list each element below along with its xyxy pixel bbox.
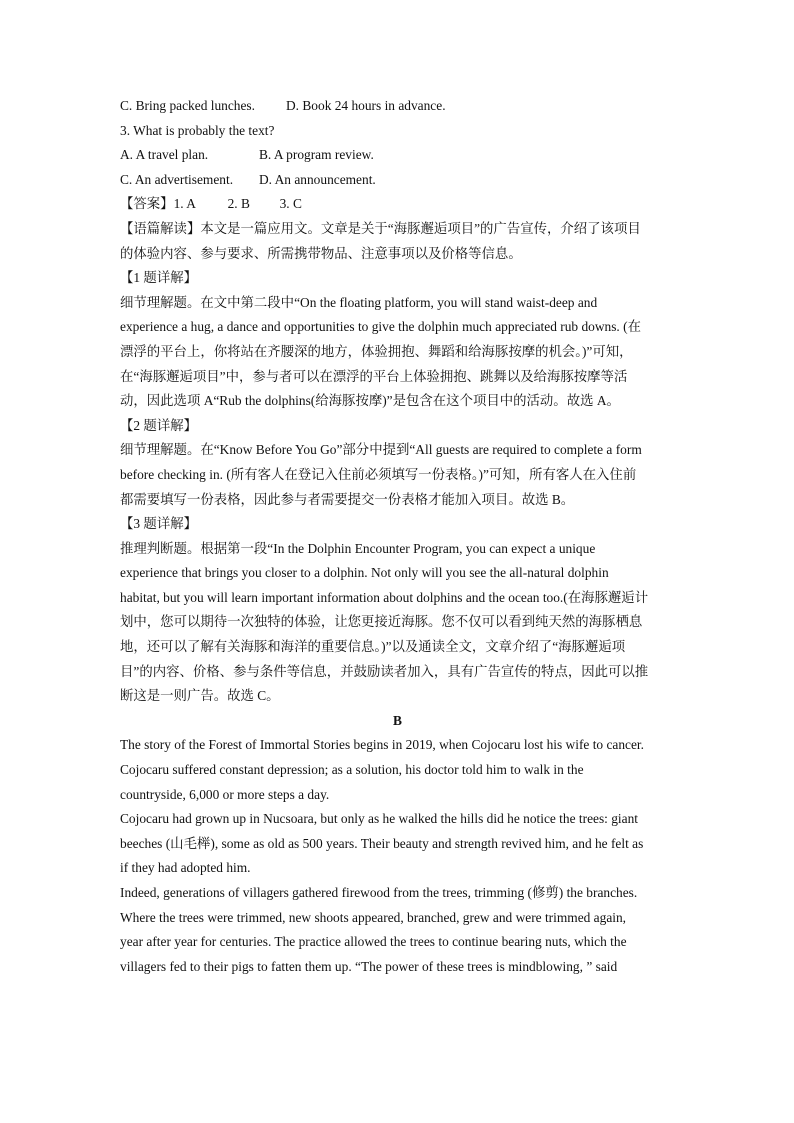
q1-line-4: 在“海豚邂逅项目”中，参与者可以在漂浮的平台上体验拥抱、跳舞以及给海豚按摩等活 <box>120 368 628 384</box>
answer-1: 1. A <box>173 196 196 212</box>
section-b-passage <box>120 733 675 979</box>
reading-intro-text: 本文是一篇应用文。文章是关于“海豚邂逅项目”的广告宣传，介绍了该项目 <box>200 220 641 236</box>
passage-line-10: villagers fed to their pigs to fatten them up. “The power of these trees is mindblowing, ” said <box>120 958 618 974</box>
q1-line-5: 动，因此选项 A“Rub the dolphins(给海豚按摩)”是包含在这个项目中的活动。故选 A。 <box>120 393 620 409</box>
q3-option-b: B. A program review. <box>259 147 374 163</box>
q1-line-1: 细节理解题。在文中第二段中“On the floating platform, you will stand waist-deep and <box>120 294 598 310</box>
q3-line-3: habitat, but you will learn important information about dolphins and the ocean too.(在海豚邂逅计 <box>120 589 649 605</box>
answer-2: 2. B <box>227 196 250 212</box>
q2-line-1: 细节理解题。在“Know Before You Go”部分中提到“All guests are required to complete a form <box>120 442 642 458</box>
reading-intro-label: 【语篇解读】 <box>120 220 201 236</box>
passage-line-1: The story of the Forest of Immortal Stories begins in 2019, when Cojocaru lost his wife to cancer. <box>120 737 644 753</box>
q2-options-cd <box>120 94 675 119</box>
q2-line-3: 都需要填写一份表格，因此参与者需要提交一份表格才能加入项目。故选 B。 <box>120 491 575 507</box>
q3-line-2: experience that brings you closer to a dolphin. Not only will you see the all-natural dolphin <box>120 565 609 581</box>
q3-line-1: 推理判断题。根据第一段“In the Dolphin Encounter Program, you can expect a unique <box>120 540 596 556</box>
passage-line-8: Where the trees were trimmed, new shoots appeared, branched, grew and were trimmed again, <box>120 909 627 925</box>
q3-heading: 【3 题详解】 <box>120 516 197 532</box>
q1-heading: 【1 题详解】 <box>120 270 197 286</box>
passage-line-9: year after year for centuries. The practice allowed the trees to continue bearing nuts, which the <box>120 934 627 950</box>
q2-option-c: C. Bring packed lunches. <box>120 98 255 113</box>
section-b-title: B <box>393 712 402 728</box>
q3-stem: 3. What is probably the text? <box>120 122 275 138</box>
q3-line-4: 划中，您可以期待一次独特的体验，让您更接近海豚。您不仅可以看到纯天然的海豚栖息 <box>120 614 643 630</box>
document-content <box>120 94 675 979</box>
q1-line-3: 漂浮的平台上，你将站在齐腰深的地方，体验拥抱、舞蹈和给海豚按摩的机会。)”可知， <box>120 343 633 359</box>
q3-options-ab <box>120 143 675 168</box>
q2-line-2: before checking in. (所有客人在登记入住前必须填写一份表格。)”可知，所有客人在入住前 <box>120 466 637 482</box>
passage-line-2: Cojocaru suffered constant depression; as a solution, his doctor told him to walk in the <box>120 762 584 778</box>
q3-option-a: A. A travel plan. <box>120 147 209 163</box>
q1-line-2: experience a hug, a dance and opportunities to give the dolphin much appreciated rub downs. (在 <box>120 319 641 335</box>
passage-line-4: Cojocaru had grown up in Nucsoara, but only as he walked the hills did he notice the trees: giant <box>120 811 639 827</box>
answer-3: 3. C <box>279 196 302 212</box>
reading-intro-line-2: 的体验内容、参与要求、所需携带物品、注意事项以及价格等信息。 <box>120 245 522 261</box>
q3-line-5: 地，还可以了解有关海豚和海洋的重要信息。)”以及通读全文，文章介绍了“海豚邂逅项 <box>120 639 626 655</box>
q2-option-d: D. Book 24 hours in advance. <box>286 98 446 113</box>
q3-line-7: 断这是一则广告。故选 C。 <box>120 688 280 704</box>
passage-line-3: countryside, 6,000 or more steps a day. <box>120 786 330 802</box>
q3-line-6: 目”的内容、价格、参与条件等信息，并鼓励读者加入，具有广告宣传的特点，因此可以推 <box>120 663 649 679</box>
q3-options-cd <box>120 168 675 193</box>
reading-intro-line-1 <box>120 217 675 242</box>
passage-line-6: if they had adopted him. <box>120 860 251 876</box>
q2-heading: 【2 题详解】 <box>120 417 197 433</box>
q3-option-c: C. An advertisement. <box>120 171 234 187</box>
answer-line <box>120 192 675 217</box>
answer-label: 【答案】 <box>120 196 174 212</box>
q3-option-d: D. An announcement. <box>259 171 376 187</box>
passage-line-5: beeches (山毛榉), some as old as 500 years. Their beauty and strength revived him, and he felt as <box>120 835 644 851</box>
passage-line-7: Indeed, generations of villagers gathered firewood from the trees, trimming (修剪) the branches. <box>120 885 638 900</box>
